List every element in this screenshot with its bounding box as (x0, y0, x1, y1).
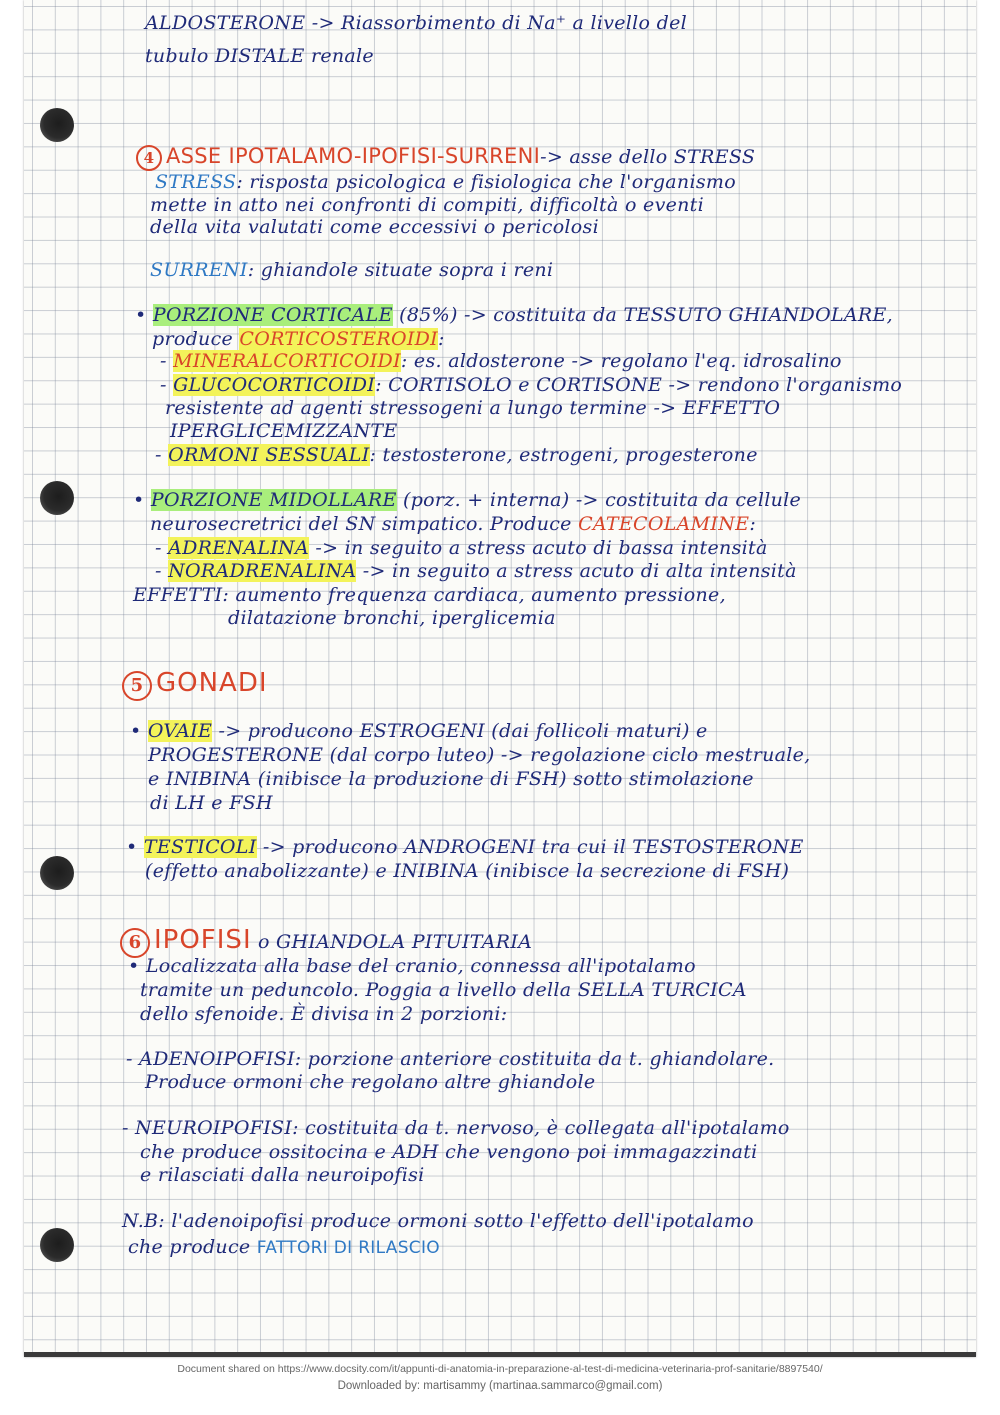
note-line: e INIBINA (inibisce la produzione di FSH) sotto stimolazione (148, 768, 754, 790)
note-line: dilatazione bronchi, iperglicemia (228, 607, 556, 629)
note-line: di LH e FSH (150, 792, 273, 814)
note-line: - ORMONI SESSUALI: testosterone, estrogeni, progesterone (155, 444, 758, 466)
note-line: tramite un peduncolo. Poggia a livello della SELLA TURCICA (140, 979, 747, 1001)
section-heading: 5 GONADI (122, 670, 268, 701)
note-line: • Localizzata alla base del cranio, connessa all'ipotalamo (128, 955, 696, 977)
note-line: - NEUROIPOFISI: costituita da t. nervoso, è collegata all'ipotalamo (122, 1117, 790, 1139)
note-line: produce CORTICOSTEROIDI: (152, 328, 445, 350)
note-line: STRESS: risposta psicologica e fisiologica che l'organismo (155, 171, 736, 193)
note-line: • OVAIE -> producono ESTROGENI (dai follicoli maturi) e (130, 720, 708, 742)
note-line: SURRENI: ghiandole situate sopra i reni (150, 259, 554, 281)
note-line: • PORZIONE MIDOLLARE (porz. + interna) -> costituita da cellule (133, 489, 802, 511)
source-note: Document shared on https://www.docsity.com/it/appunti-di-anatomia-in-preparazione-al-test-di-medicina-veterinaria-prof-sanitarie/8897540/ (177, 1363, 823, 1375)
download-note: Downloaded by: martisammy (martinaa.sammarco@gmail.com) (337, 1380, 663, 1392)
note-line: che produce FATTORI DI RILASCIO (128, 1236, 440, 1258)
note-line: neurosecretrici del SN simpatico. Produce CATECOLAMINE: (150, 513, 757, 535)
note-line: (effetto anabolizzante) e INIBINA (inibisce la secrezione di FSH) (145, 860, 790, 882)
note-line: • PORZIONE CORTICALE (85%) -> costituita da TESSUTO GHIANDOLARE, (135, 304, 894, 326)
note-line: - ADRENALINA -> in seguito a stress acuto di bassa intensità (155, 537, 768, 559)
note-line: PROGESTERONE (dal corpo luteo) -> regolazione ciclo mestruale, (148, 744, 811, 766)
note-line: - ADENOIPOFISI: porzione anteriore costituita da t. ghiandolare. (126, 1048, 775, 1070)
note-line: Produce ormoni che regolano altre ghiandole (145, 1071, 596, 1093)
note-line: resistente ad agenti stressogeni a lungo termine -> EFFETTO (165, 397, 781, 419)
section-heading: 6 IPOFISI o GHIANDOLA PITUITARIA (120, 927, 532, 958)
note-line: tubulo DISTALE renale (145, 45, 374, 67)
note-line: mette in atto nei confronti di compiti, difficoltà o eventi (150, 194, 704, 216)
note-line: ALDOSTERONE -> Riassorbimento di Na⁺ a livello del (145, 12, 687, 34)
note-line: IPERGLICEMIZZANTE (170, 420, 398, 442)
note-line: della vita valutati come eccessivi o pericolosi (150, 216, 599, 238)
note-line: dello sfenoide. È divisa in 2 porzioni: (140, 1003, 508, 1025)
note-line: - MINERALCORTICOIDI: es. aldosterone -> regolano l'eq. idrosalino (160, 350, 842, 372)
note-line: N.B: l'adenoipofisi produce ormoni sotto l'effetto dell'ipotalamo (122, 1210, 754, 1232)
note-line: e rilasciati dalla neuroipofisi (140, 1164, 425, 1186)
note-line: - NORADRENALINA -> in seguito a stress acuto di alta intensità (155, 560, 797, 582)
note-line: che produce ossitocina e ADH che vengono poi immagazzinati (140, 1141, 758, 1163)
binder-hole (40, 1228, 74, 1262)
section-number: 4 (136, 145, 162, 171)
section-heading: 4 ASSE IPOTALAMO-IPOFISI-SURRENI-> asse dello STRESS (136, 145, 755, 171)
section-number: 5 (122, 671, 152, 701)
note-line: • TESTICOLI -> producono ANDROGENI tra cui il TESTOSTERONE (126, 836, 804, 858)
page-edge (24, 1352, 976, 1357)
binder-hole (40, 108, 74, 142)
binder-hole (40, 856, 74, 890)
binder-hole (40, 481, 74, 515)
section-number: 6 (120, 928, 150, 958)
note-line: EFFETTI: aumento frequenza cardiaca, aumento pressione, (133, 584, 726, 606)
note-line: - GLUCOCORTICOIDI: CORTISOLO e CORTISONE -> rendono l'organismo (160, 374, 903, 396)
